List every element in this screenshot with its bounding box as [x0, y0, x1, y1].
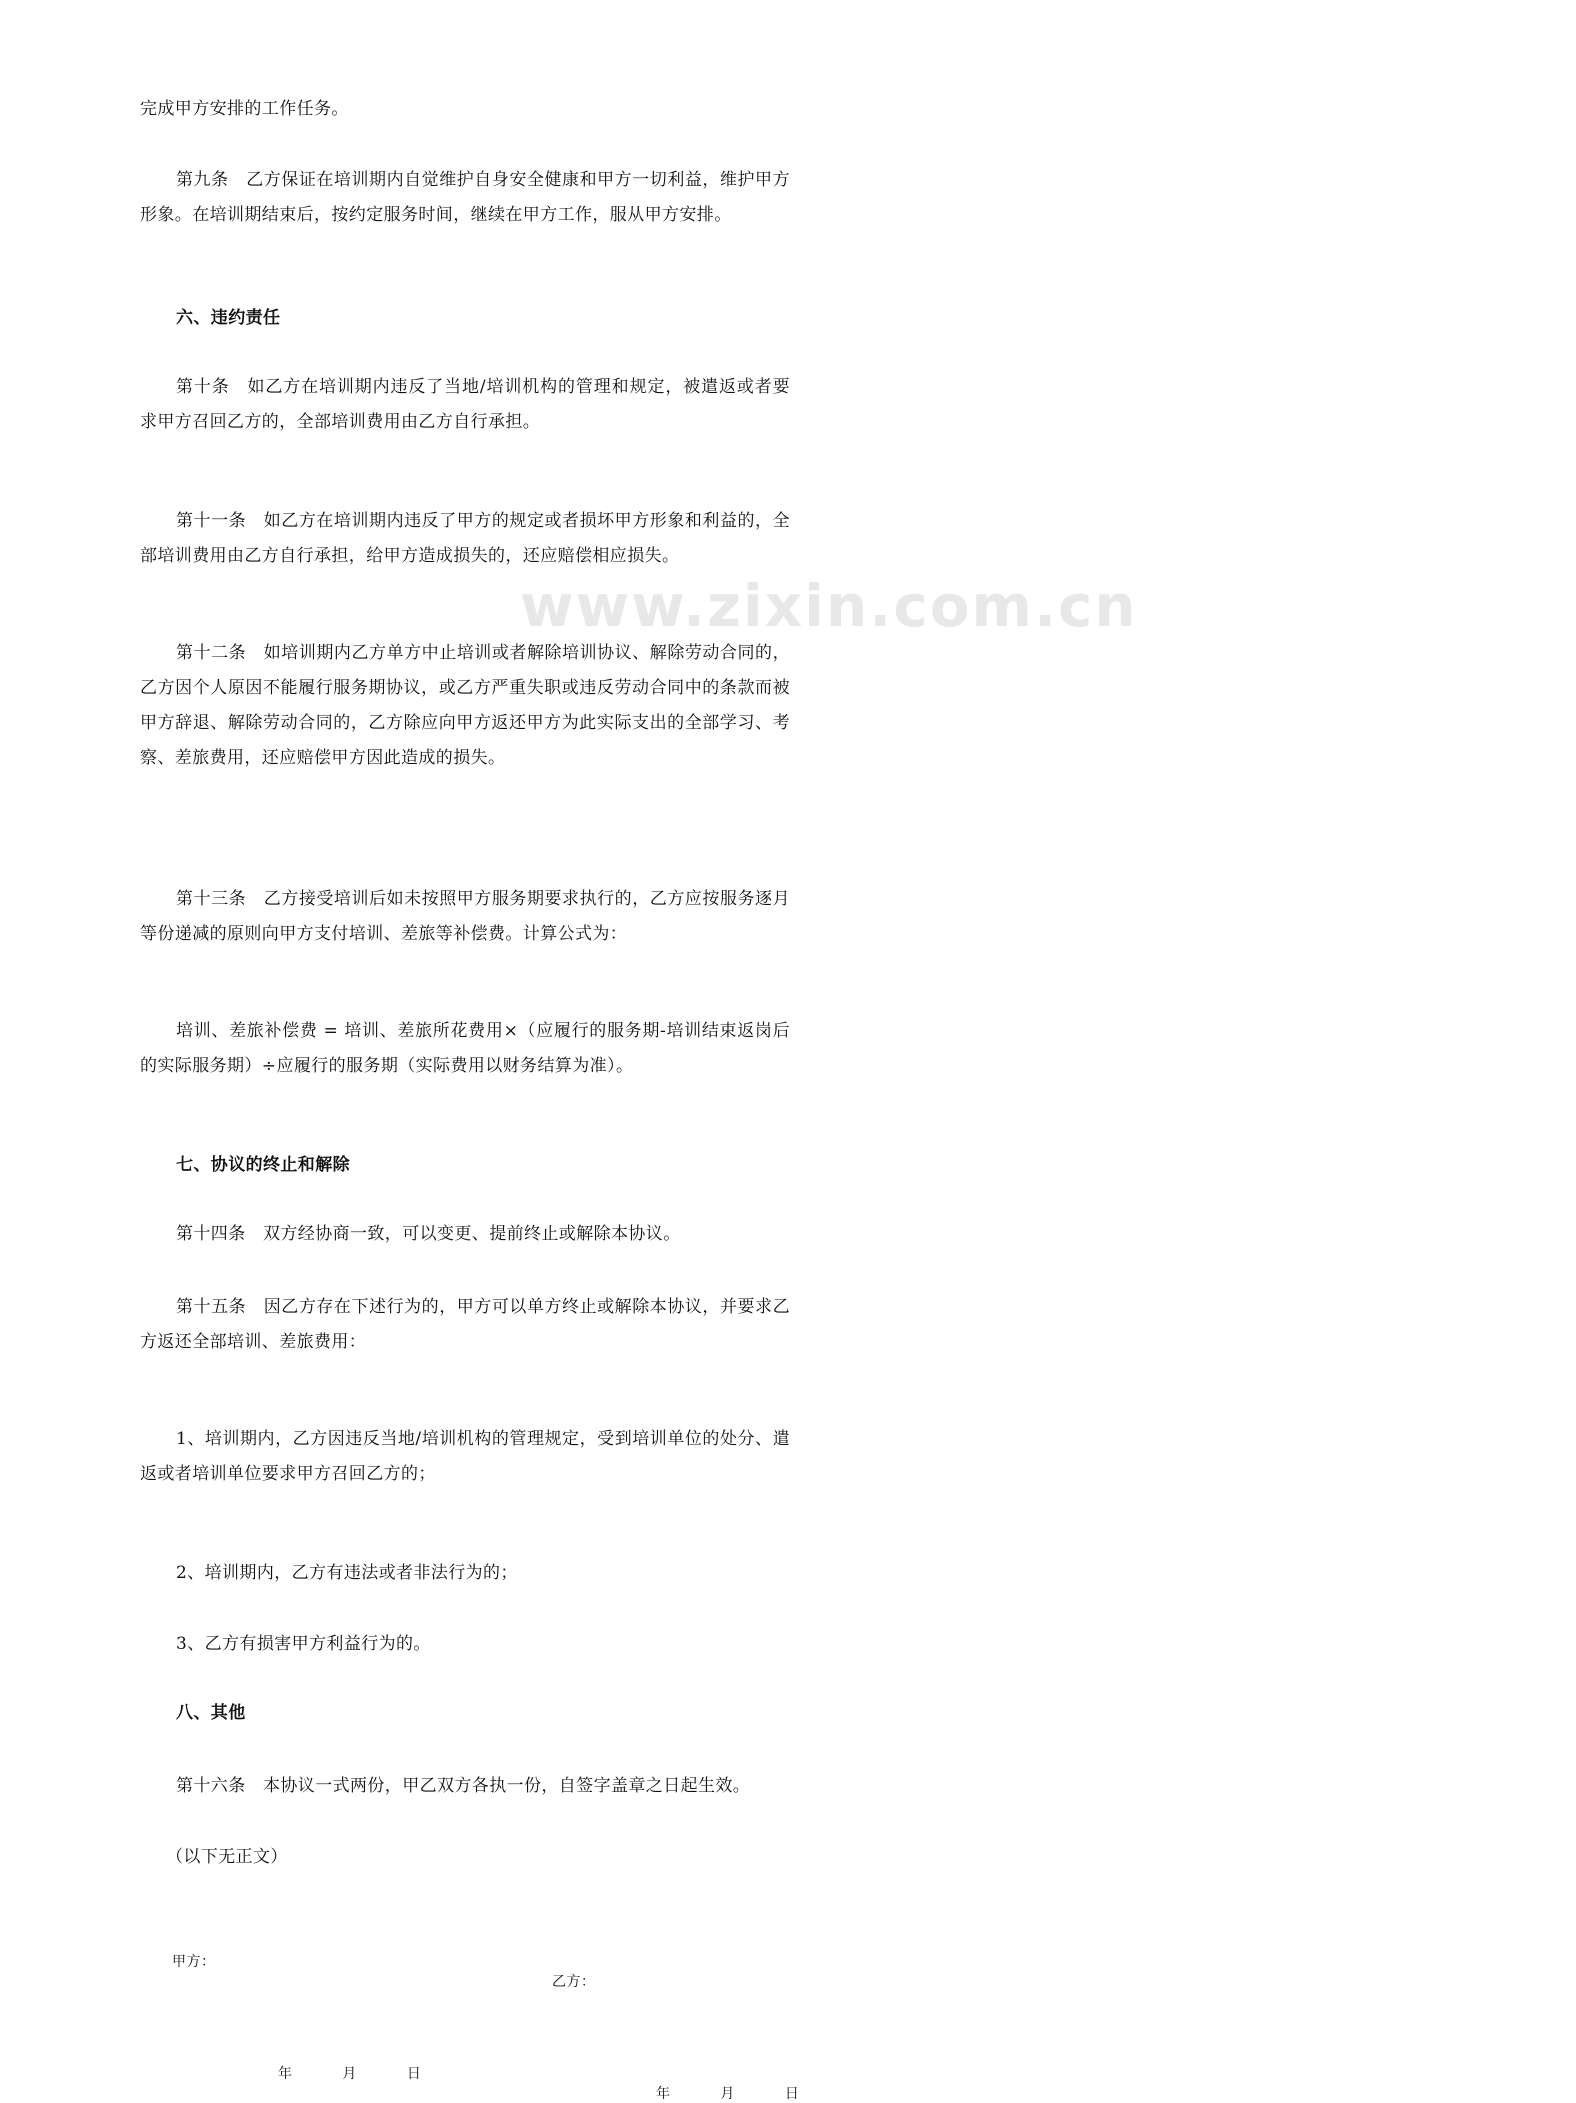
year-label: 年 — [656, 2086, 671, 2102]
article-9: 第九条 乙方保证在培训期内自觉维护自身安全健康和甲方一切利益，维护甲方形象。在培训期结束后，按约定服务时间，继续在甲方工作，服从甲方安排。 — [140, 170, 790, 225]
article-11: 第十一条 如乙方在培训期内违反了甲方的规定或者损坏甲方形象和利益的，全部培训费用由乙方自行承担，给甲方造成损失的，还应赔偿相应损失。 — [140, 511, 790, 566]
list-item-2: 2、培训期内，乙方有违法或者非法行为的； — [176, 1563, 518, 1583]
party-a-label: 甲方： — [172, 1954, 216, 1970]
article-13: 第十三条 乙方接受培训后如未按照甲方服务期要求执行的，乙方应按服务逐月等份递减的原则向甲方支付培训、差旅等补偿费。计算公式为： — [140, 889, 790, 944]
party-b-label: 乙方： — [552, 1974, 596, 1990]
year-label: 年 — [278, 2066, 293, 2082]
month-label: 月 — [342, 2066, 357, 2082]
article-15: 第十五条 因乙方存在下述行为的，甲方可以单方终止或解除本协议，并要求乙方返还全部培训、差旅费用： — [140, 1297, 790, 1352]
article-10: 第十条 如乙方在培训期内违反了当地/培训机构的管理和规定，被遣返或者要求甲方召回乙方的，全部培训费用由乙方自行承担。 — [140, 377, 790, 432]
day-label: 日 — [784, 2086, 800, 2102]
article-14: 第十四条 双方经协商一致，可以变更、提前终止或解除本协议。 — [176, 1224, 681, 1244]
list-item-3: 3、乙方有损害甲方利益行为的。 — [176, 1634, 431, 1654]
month-label: 月 — [720, 2086, 735, 2102]
formula-paragraph: 培训、差旅补偿费 = 培训、差旅所花费用×（应履行的服务期-培训结束返岗后的实际服务期）÷应履行的服务期（实际费用以财务结算为准）。 — [140, 1021, 790, 1076]
section-heading-6: 六、违约责任 — [176, 308, 281, 328]
paragraph-continuation: 完成甲方安排的工作任务。 — [140, 99, 349, 119]
article-12: 第十二条 如培训期内乙方单方中止培训或者解除培训协议、解除劳动合同的，乙方因个人原因不能履行服务期协议，或乙方严重失职或违反劳动合同中的条款而被甲方辞退、解除劳动合同的，乙方除应向甲方返还甲方为此实际支出的全部学习、考察、差旅费用，还应赔偿甲方因此造成的损失。 — [140, 643, 790, 768]
section-heading-8: 八、其他 — [176, 1703, 246, 1723]
list-item-1: 1、培训期内，乙方因违反当地/培训机构的管理规定，受到培训单位的处分、遣返或者培训单位要求甲方召回乙方的； — [140, 1429, 790, 1484]
article-16: 第十六条 本协议一式两份，甲乙双方各执一份，自签字盖章之日起生效。 — [176, 1776, 751, 1796]
day-label: 日 — [406, 2066, 422, 2082]
party-b-date — [656, 2083, 1576, 2103]
end-of-text-note: （以下无正文） — [166, 1847, 288, 1867]
party-a-date — [278, 2063, 1198, 2083]
section-heading-7: 七、协议的终止和解除 — [176, 1155, 350, 1175]
watermark: www.zixin.com.cn — [520, 572, 1138, 640]
